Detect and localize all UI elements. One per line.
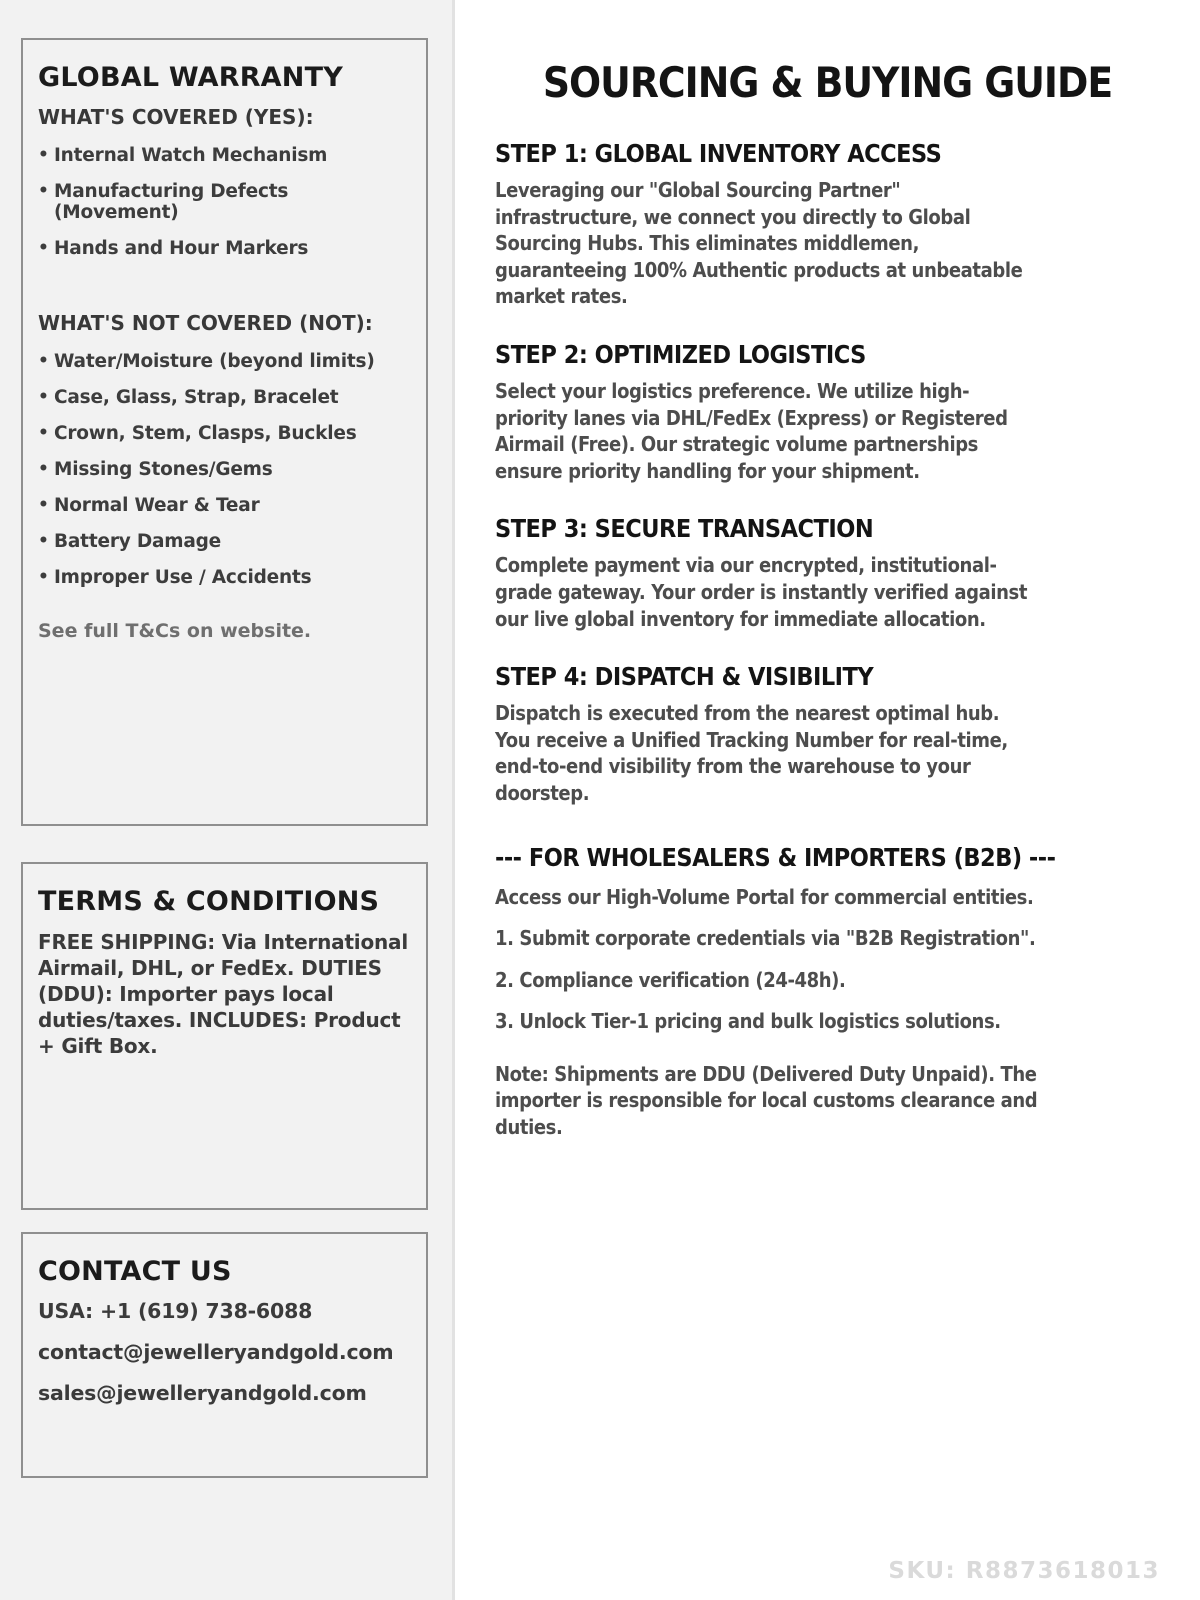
b2b-item-2: 2. Compliance verification (24-48h). — [495, 967, 846, 992]
info-sidebar — [0, 0, 455, 1600]
b2b-item-3: 3. Unlock Tier-1 pricing and bulk logistics solutions. — [495, 1009, 1001, 1034]
step-1-heading: STEP 1: GLOBAL INVENTORY ACCESS — [495, 139, 942, 168]
covered-heading: WHAT'S COVERED (YES): — [38, 105, 314, 129]
terms-conditions-box — [21, 862, 428, 1210]
step-1-body: Leveraging our "Global Sourcing Partner" infrastructure, we connect you directly to Global Sourcing Hubs. This eliminates middlemen, guaranteeing 100% Authentic products at unbeatable market rates. — [495, 178, 1023, 309]
b2b-ddu-note: Note: Shipments are DDU (Delivered Duty Unpaid). The importer is responsible for local customs clearance and duties. — [495, 1061, 1038, 1140]
step-3-body: Complete payment via our encrypted, institutional-grade gateway. Your order is instantly verified against our live global inventory for immediate allocation. — [495, 553, 1028, 631]
step-4-body: Dispatch is executed from the nearest optimal hub. You receive a Unified Tracking Number for real-time, end-to-end visibility from the warehouse to your doorstep. — [495, 701, 1008, 805]
sku-label: SKU: R8873618013 — [888, 1558, 1160, 1584]
b2b-item-1: 1. Submit corporate credentials via "B2B Registration". — [495, 926, 1036, 951]
sales-email: sales@jewelleryandgold.com — [38, 1381, 367, 1405]
list-item: • Improper Use / Accidents — [38, 567, 411, 588]
list-item: • Missing Stones/Gems — [38, 459, 411, 480]
covered-list — [38, 145, 411, 259]
warranty-footnote: See full T&Cs on website. — [38, 620, 312, 642]
list-item: • Normal Wear & Tear — [38, 495, 411, 516]
step-2-heading: STEP 2: OPTIMIZED LOGISTICS — [495, 339, 866, 369]
step-2-section — [495, 340, 1160, 484]
b2b-intro: Access our High-Volume Portal for commercial entities. — [495, 884, 1034, 909]
list-item: • Battery Damage — [38, 531, 411, 552]
b2b-section — [495, 843, 1160, 1141]
global-warranty-box — [21, 38, 428, 826]
page-title: SOURCING & BUYING GUIDE — [542, 58, 1113, 107]
contact-email: contact@jewelleryandgold.com — [38, 1340, 394, 1364]
step-3-section — [495, 514, 1160, 632]
guide-main-column — [458, 0, 1200, 1600]
step-3-heading: STEP 3: SECURE TRANSACTION — [495, 514, 874, 544]
step-4-section — [495, 662, 1160, 806]
terms-body: FREE SHIPPING: Via International Airmail, DHL, or FedEx. DUTIES (DDU): Importer pays local duties/taxes. INCLUDES: Product + Gift Box. — [38, 930, 408, 1058]
list-item: • Internal Watch Mechanism — [38, 145, 411, 166]
list-item: • Water/Moisture (beyond limits) — [38, 351, 411, 372]
list-item: • Hands and Hour Markers — [38, 238, 411, 259]
contact-title: CONTACT US — [38, 1256, 232, 1287]
step-2-body: Select your logistics preference. We utilize high-priority lanes via DHL/FedEx (Express) or Registered Airmail (Free). Our strategic volume partnerships ensure priority handling for your shipment. — [495, 378, 1008, 483]
b2b-heading: --- FOR WHOLESALERS & IMPORTERS (B2B) --- — [495, 842, 1056, 872]
list-item: • Crown, Stem, Clasps, Buckles — [38, 423, 411, 444]
list-item: • Case, Glass, Strap, Bracelet — [38, 387, 411, 408]
step-4-heading: STEP 4: DISPATCH & VISIBILITY — [495, 662, 874, 692]
list-item: • Manufacturing Defects (Movement) — [38, 181, 411, 223]
terms-title: TERMS & CONDITIONS — [38, 886, 380, 917]
step-1-section — [495, 139, 1160, 310]
not-covered-list — [38, 351, 411, 588]
warranty-title: GLOBAL WARRANTY — [38, 62, 343, 93]
not-covered-heading: WHAT'S NOT COVERED (NOT): — [38, 311, 373, 335]
contact-phone: USA: +1 (619) 738-6088 — [38, 1299, 313, 1323]
contact-us-box — [21, 1232, 428, 1478]
